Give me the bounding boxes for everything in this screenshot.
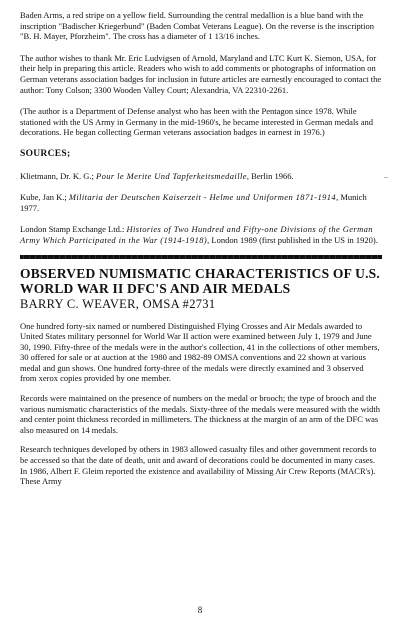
- source-author: Klietmann, Dr. K. G.;: [20, 170, 97, 181]
- article-author: BARRY C. WEAVER, OMSA #2731: [20, 296, 216, 311]
- source-entry: [20, 171, 382, 182]
- article-paragraph: Research techniques developed by others in 1983 allowed casualty files and other government records to be accessed so that the date of death, unit and award of decorations could be documented in many cases. In 1986, Albert F. Gleim reported the existence and availability of Missing Air Crew Reports (MACR's). These Army: [20, 444, 377, 487]
- source-title: Pour le Merite Und Tapferkeitsmedaille: [96, 170, 247, 181]
- source-title: Histories of Two Hundred and Fifty-one Divisions of the German Army Which Participated in the War (1914-1918): [20, 224, 373, 245]
- article-paragraph: One hundred forty-six named or numbered Distinguished Flying Crosses and Air Medals awarded to United States military personnel for World War II action were examined between July 1, 1979 and June 30, 1990. Fifty-three of the medals were in the author's collection, 41 in the collections of other members, 30 offered for sale or at auction at the 1980 and 1982-89 OMSA conventions and 22 shown at various medal and gun shows. One hundred forty-three of the medals were directly examined and 3 observed from xerox copies provided by one member.: [20, 320, 380, 384]
- source-title: Militaria der Deutschen Kaiserzeit - Helme und Uniformen 1871-1914: [68, 192, 337, 203]
- paragraph-author-note: (The author is a Department of Defense analyst who has been with the Pentagon since 1978. While stationed with the US Army in Germany in the mid-1960's, he became interested in German medals and decorations. He began collecting German veterans association badges in earnest in 1976.): [20, 106, 374, 138]
- document-page: [20, 10, 382, 487]
- article-paragraph: Records were maintained on the presence of numbers on the medal or brooch; the type of brooch and the various numismatic characteristics of the medals. Sixty-three of the medals were measured with the width and center point thickness recorded in millimeters. The thickness at the margin of an arm of the DFC was also measured on 14 medals.: [20, 393, 380, 435]
- source-entry: [20, 192, 382, 213]
- page-number: 8: [197, 605, 203, 615]
- source-author: London Stamp Exchange Ltd.:: [20, 224, 127, 235]
- source-publication: , Munich 1977.: [20, 192, 367, 213]
- article-title: OBSERVED NUMISMATIC CHARACTERISTICS OF U.S. WORLD WAR II DFC'S AND AIR MEDALS: [20, 265, 380, 296]
- section-divider: [20, 255, 382, 259]
- source-entry: [20, 224, 382, 245]
- source-author: Kube, Jan K.;: [20, 192, 69, 203]
- source-publication: , London 1989 (first published in the US in 1920).: [207, 234, 378, 245]
- source-publication: , Berlin 1966.: [246, 170, 294, 181]
- margin-mark: –: [384, 172, 388, 181]
- paragraph-acknowledgements: The author wishes to thank Mr. Eric Ludvigsen of Arnold, Maryland and LTC Kurt K. Siemon, USA, for their help in preparing this article. Readers who wish to add comments or photographs of information on German veterans association badges for inclusion in future articles are earnestly encouraged to contact the author: Tony Colson; 3300 Wooden Valley Court; Alexandria, VA 22310-2261.: [20, 52, 382, 95]
- paragraph-baden-arms: Baden Arms, a red stripe on a yellow field. Surrounding the central medallion is a blue band with the inscription "Badischer Kriegerbund" (Baden Combat Veterans League). On the reverse is the inscription "B. H. Mayer, Pforzheim". The cross has a diameter of 1 13/16 inches.: [20, 10, 374, 42]
- sources-heading: SOURCES;: [20, 148, 71, 159]
